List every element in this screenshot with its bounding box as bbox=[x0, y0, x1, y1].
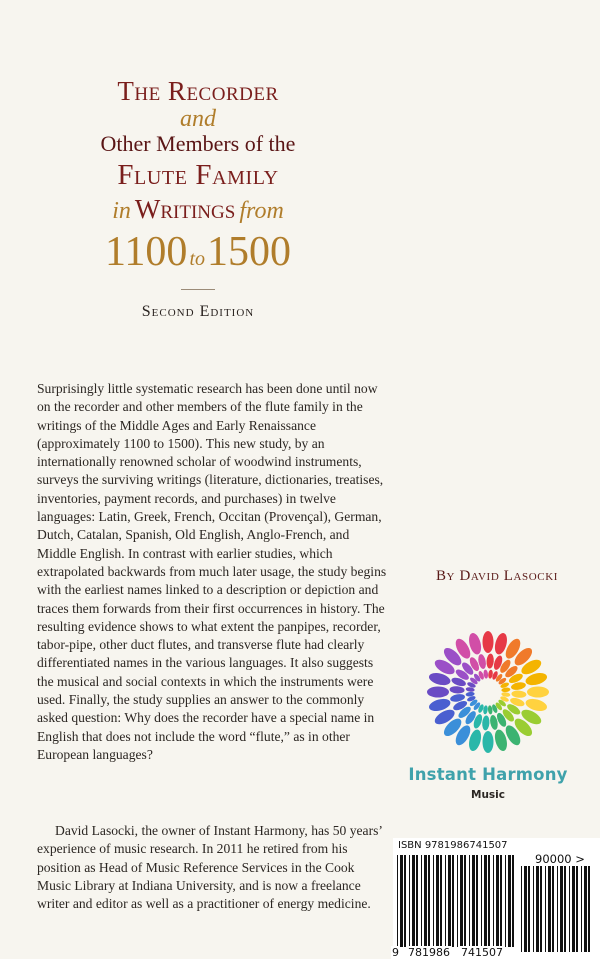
barcode-bar bbox=[508, 855, 511, 947]
barcode-bar bbox=[484, 855, 487, 947]
barcode-bar bbox=[481, 855, 482, 947]
barcode-bar bbox=[493, 855, 494, 947]
barcode-bar bbox=[397, 855, 398, 947]
barcode-bar bbox=[400, 855, 403, 947]
barcode-bar bbox=[576, 866, 578, 952]
barcode-bar bbox=[409, 855, 410, 947]
barcode-bar bbox=[448, 855, 451, 947]
barcode-bar bbox=[416, 855, 418, 947]
barcode-bar bbox=[548, 866, 551, 952]
barcode-bar bbox=[436, 855, 439, 947]
barcode-bar bbox=[528, 866, 530, 952]
edition-label: Second Edition bbox=[141, 303, 255, 320]
barcode-bar bbox=[476, 855, 478, 947]
barcode-bar bbox=[452, 855, 454, 947]
barcode-bar bbox=[588, 866, 590, 952]
barcode-bar bbox=[524, 866, 527, 952]
barcode-bar bbox=[552, 866, 554, 952]
barcode-bar bbox=[512, 855, 514, 947]
barcode-bar bbox=[445, 855, 446, 947]
barcode-bar bbox=[533, 866, 534, 952]
barcode-bar bbox=[564, 866, 566, 952]
title-line-and: and bbox=[180, 106, 216, 132]
barcode-digits-left: 781986 bbox=[408, 946, 450, 959]
publisher-sub: Music bbox=[471, 789, 505, 801]
barcode-bar bbox=[500, 855, 502, 947]
color-wheel-logo-icon bbox=[418, 622, 558, 762]
barcode-bar bbox=[584, 866, 587, 952]
barcode-bar bbox=[472, 855, 475, 947]
price-barcode bbox=[521, 866, 593, 952]
book-description: Surprisingly little systematic research has been done until now on the recorder and other members of the flute family in the writings of the Middle Ages and Early Renaissance (approximately 1100 to 1500). This new study, by an internationally renowned scholar of woodwind instruments, surveys the surviving writings (literature, dictionaries, treatises, inventories, payment records, and purchases) in twelve languages: Latin, Greek, French, Occitan (Provençal), German, Dutch, Catalan, Spanish, Old English, Anglo-French, and Middle English. In contrast with earlier studies, which extrapolated backwards from much later usage, the study begins with the earliest names linked to a description or depiction and traces them forwards from their first occurrences in history. The resulting evidence shows to what extent the panpipes, recorder, tabor-pipe, other duct flutes, and transverse flute had clearly differentiated names in the various languages. It also suggests the musical and social contexts in which the instruments were used. Finally, the study supplies an answer to the commonly asked question: Why does the recorder have a special name in English that does not include the word “flute,” as in other European languages? bbox=[37, 381, 387, 762]
title-to: to bbox=[189, 248, 205, 270]
barcode-bar bbox=[505, 855, 506, 947]
price-code: 90000 > bbox=[535, 852, 585, 866]
barcode-bar bbox=[460, 855, 463, 947]
barcode-bar bbox=[536, 866, 539, 952]
logo-petal bbox=[527, 687, 549, 698]
barcode-bar bbox=[581, 866, 582, 952]
title-block bbox=[68, 78, 328, 320]
isbn-barcode bbox=[397, 855, 515, 947]
barcode-bar bbox=[421, 855, 422, 947]
barcode-bar bbox=[464, 855, 466, 947]
title-start-year: 1100 bbox=[104, 229, 188, 275]
author-bio: David Lasocki, the owner of Instant Harmony, has 50 years’ experience of music research. In 2011 he retired from his position as Head of Music Reference Services in the Cook Music Library at Indiana University, and is now a freelance writer and editor as well as a practitioner of energy medicine. bbox=[37, 823, 382, 912]
barcode-digits-right: 741507 bbox=[461, 946, 503, 959]
title-from: from bbox=[239, 198, 284, 224]
logo-petal bbox=[482, 715, 490, 730]
barcode-bar bbox=[540, 866, 542, 952]
barcode-bar bbox=[521, 866, 522, 952]
logo-petal bbox=[511, 690, 526, 698]
barcode-bar bbox=[404, 855, 406, 947]
barcode-bar bbox=[496, 855, 499, 947]
logo-petal bbox=[427, 687, 449, 698]
barcode-digit-first: 9 bbox=[392, 946, 399, 959]
barcode-bar bbox=[545, 866, 546, 952]
barcode-bar bbox=[424, 855, 427, 947]
title-divider bbox=[181, 289, 215, 290]
barcode-bar bbox=[469, 855, 470, 947]
author-byline: By David Lasocki bbox=[435, 568, 559, 584]
logo-petal bbox=[483, 631, 494, 653]
barcode-bar bbox=[572, 866, 575, 952]
title-line-dates bbox=[68, 231, 328, 273]
barcode-bar bbox=[428, 855, 430, 947]
title-line-other-members: Other Members of the bbox=[100, 131, 296, 156]
barcode-bar bbox=[440, 855, 442, 947]
barcode-bar bbox=[412, 855, 415, 947]
title-in: in bbox=[112, 198, 131, 224]
logo-petal bbox=[483, 731, 494, 753]
title-writings: Writings bbox=[134, 194, 236, 224]
title-line-writings bbox=[68, 196, 328, 223]
barcode-bar bbox=[557, 866, 558, 952]
barcode-bar bbox=[569, 866, 570, 952]
barcode-bar bbox=[457, 855, 458, 947]
barcode-bar bbox=[433, 855, 434, 947]
barcode-bar bbox=[488, 855, 490, 947]
publisher-name: Instant Harmony bbox=[408, 765, 568, 784]
logo-petal bbox=[449, 686, 464, 694]
barcode-bar bbox=[560, 866, 563, 952]
isbn-label: ISBN 9781986741507 bbox=[398, 840, 508, 851]
logo-petal bbox=[486, 653, 494, 668]
title-line-flute-family: Flute Family bbox=[117, 159, 279, 191]
title-line-recorder: The Recorder bbox=[117, 76, 279, 106]
title-end-year: 1500 bbox=[207, 229, 291, 275]
